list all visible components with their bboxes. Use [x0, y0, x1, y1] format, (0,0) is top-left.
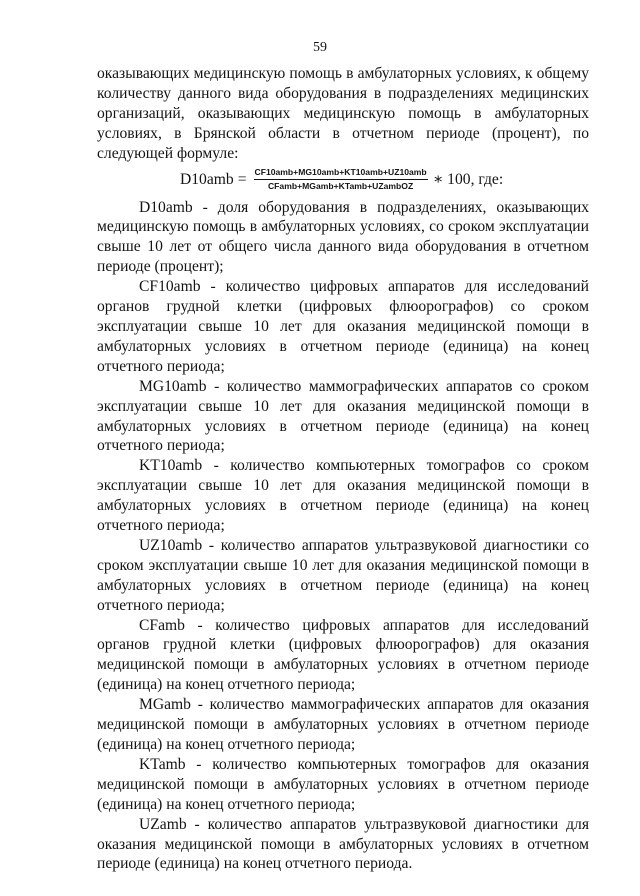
definition-cfamb: CFamb - количество цифровых аппаратов для исследований органов грудной клетки (цифровых флюорографов) для оказания медицинской помощи в амбулаторных условиях в отчетном периоде (единица) на конец отчетного периода; [97, 616, 589, 694]
page-number: 59 [313, 40, 327, 55]
definition-mg10amb: MG10amb - количество маммографических аппаратов со сроком эксплуатации свыше 10 лет для оказания медицинской помощи в амбулаторных условиях в отчетном периоде (единица) на конец отчетного периода; [97, 377, 589, 455]
formula-equals: = [237, 170, 247, 188]
formula-tail: ∗ 100, где: [432, 170, 504, 188]
formula-lhs: D10amb [180, 170, 234, 188]
definition-mgamb: MGamb - количество маммографических аппаратов для оказания медицинской помощи в амбулаторных условиях в отчетном периоде (единица) на конец отчетного периода; [97, 696, 589, 753]
definition-ktamb: KTamb - количество компьютерных томографов для оказания медицинской помощи в амбулаторных условиях в отчетном периоде (единица) на конец отчетного периода; [97, 755, 589, 813]
definition-d10amb: D10amb - доля оборудования в подразделениях, оказывающих медицинскую помощь в амбулаторных условиях, со сроком эксплуатации свыше 10 лет от общего числа данного вида оборудования в отчетном периоде (процент); [97, 198, 589, 276]
formula-numerator: CF10amb+MG10amb+KT10amb+UZ10amb [254, 167, 428, 180]
definition-kt10amb: KT10amb - количество компьютерных томографов со сроком эксплуатации свыше 10 лет для оказания медицинской помощи в амбулаторных условиях в отчетном периоде (единица) на конец отчетного периода; [97, 457, 589, 535]
definition-cf10amb: CF10amb - количество цифровых аппаратов для исследований органов грудной клетки (цифровых флюорографов) со сроком эксплуатации свыше 10 лет для оказания медицинской помощи в амбулаторных условиях в отчетном периоде (единица) на конец отчетного периода; [97, 278, 589, 375]
definition-uz10amb: UZ10amb - количество аппаратов ультразвуковой диагностики со сроком эксплуатации свыше 10 лет для оказания медицинской помощи в амбулаторных условиях в отчетном периоде (единица) на конец отчетного периода; [97, 536, 589, 614]
definition-uzamb: UZamb - количество аппаратов ультразвуковой диагностики для оказания медицинской помощи в амбулаторных условиях в отчетном периоде (единица) на конец отчетного периода. [97, 815, 589, 873]
formula-fraction [254, 167, 428, 192]
document-body [97, 64, 589, 874]
formula-denominator: CFamb+MGamb+KTamb+UZambOZ [267, 181, 414, 192]
formula [97, 164, 589, 196]
intro-paragraph: оказывающих медицинскую помощь в амбулаторных условиях, к общему количеству данного вида оборудования в подразделениях медицинских организаций, оказывающих медицинскую помощь в амбулаторных условиях, в Брянской области в отчетном периоде (процент), по следующей формуле: [97, 65, 589, 162]
